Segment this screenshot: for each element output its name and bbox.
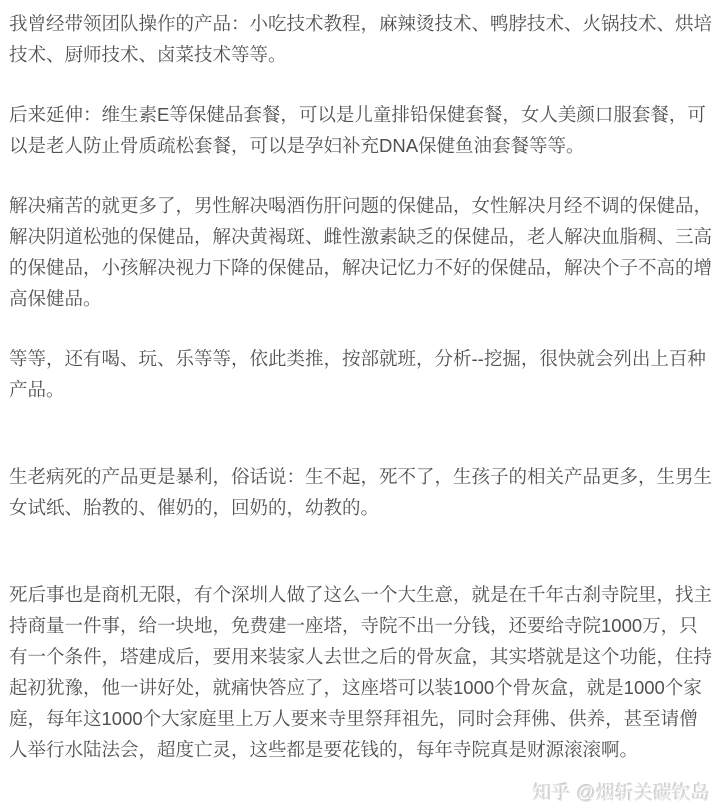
zhihu-author-handle: @烟斩关碳钦岛 [576, 783, 710, 804]
paragraph-gap [9, 434, 712, 461]
article-paragraph-supplements: 后来延伸：维生素E等保健品套餐，可以是儿童排铅保健套餐，女人美颜口服套餐，可以是老人防止骨质疏松套餐，可以是孕妇补充DNA保健鱼油套餐等等。 [9, 104, 706, 156]
article-paragraph-pain-solutions: 解决痛苦的就更多了，男性解决喝酒伤肝问题的保健品，女性解决月经不调的保健品，解决阴道松弛的保健品，解决黄褐斑、雌性激素缺乏的保健品，老人解决血脂稠、三高的保健品，小孩解决视力下降的保健品，解决记忆力不好的保健品，解决个子不高的增高保健品。 [9, 195, 713, 309]
paragraph-gap [9, 552, 712, 579]
zhihu-brand-label: 知乎 [532, 783, 571, 804]
article-paragraph-products: 我曾经带领团队操作的产品：小吃技术教程，麻辣烫技术、鸭脖技术、火锅技术、烘培技术、厨师技术、卤菜技术等等。 [9, 13, 713, 65]
zhihu-watermark [9, 782, 712, 805]
article-paragraph-etc: 等等，还有喝、玩、乐等等，依此类推，按部就班，分析--挖掘，很快就会列出上百种产品。 [9, 348, 706, 400]
article-paragraph-life-death: 生老病死的产品更是暴利，俗话说：生不起，死不了，生孩子的相关产品更多，生男生女试纸、胎教的、催奶的，回奶的，幼教的。 [9, 466, 713, 518]
article-paragraph-afterlife-business: 死后事也是商机无限，有个深圳人做了这么一个大生意，就是在千年古刹寺院里，找主持商量一件事，给一块地，免费建一座塔，寺院不出一分钱，还要给寺院1000万，只有一个条件，塔建成后，要用来装家人去世之后的骨灰盒，其实塔就是这个功能，住持起初犹豫，他一讲好处，就痛快答应了，这座塔可以装1000个骨灰盒，就是1000个家庭，每年这1000个大家庭里上万人要来寺里祭拜祖先，同时会拜佛、供养，甚至请僧人举行水陆法会，超度亡灵，这些都是要花钱的，每年寺院真是财源滚滚啊。 [9, 584, 713, 760]
